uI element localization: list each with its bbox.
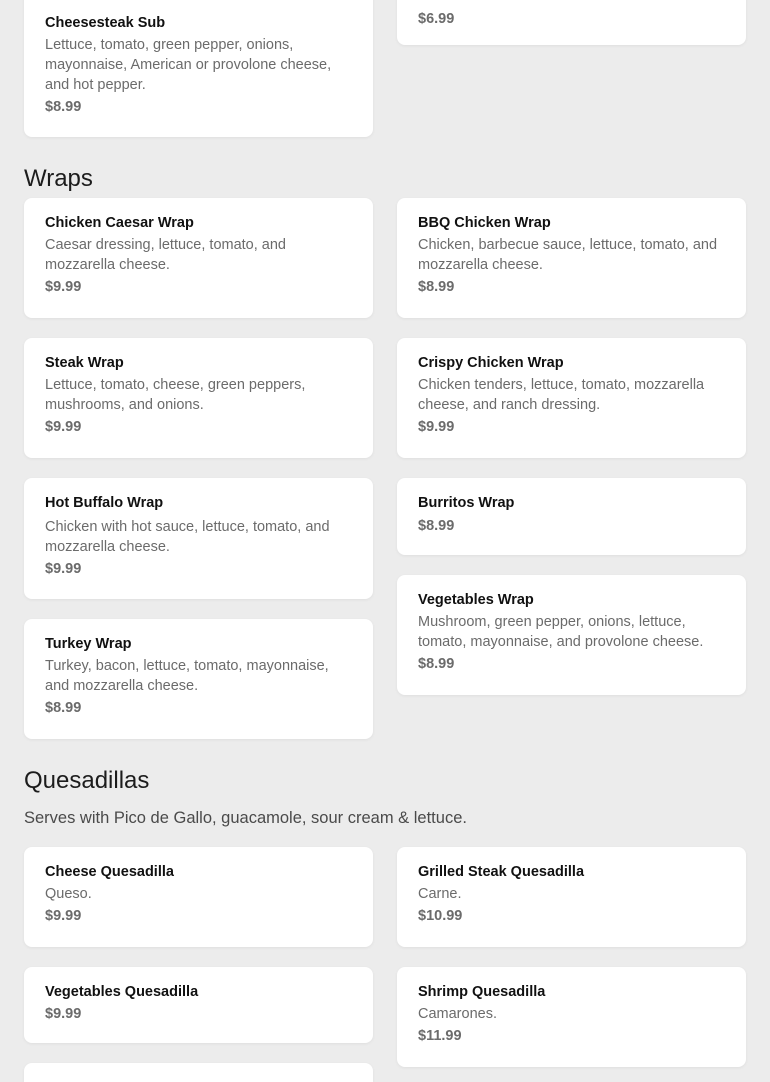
item-description: Chicken, barbecue sauce, lettuce, tomato, and mozzarella cheese. — [418, 237, 718, 273]
item-price: $9.99 — [45, 908, 82, 924]
item-price: $8.99 — [45, 99, 82, 115]
menu-item-card[interactable] — [397, 478, 746, 555]
menu-item-card[interactable] — [24, 478, 373, 599]
menu-item-card[interactable] — [397, 967, 746, 1067]
item-name: Turkey Wrap — [45, 636, 132, 652]
menu-item-card[interactable] — [24, 198, 373, 318]
item-price: $6.99 — [418, 11, 455, 27]
section-subtitle: Serves with Pico de Gallo, guacamole, sour cream & lettuce. — [24, 809, 467, 827]
menu-item-card[interactable] — [397, 338, 746, 458]
item-description: Camarones. — [418, 1006, 497, 1022]
item-description: Turkey, bacon, lettuce, tomato, mayonnaise, and mozzarella cheese. — [45, 658, 329, 694]
menu-item-card[interactable] — [397, 575, 746, 695]
item-description: Caesar dressing, lettuce, tomato, and mozzarella cheese. — [45, 237, 286, 273]
item-price: $9.99 — [45, 419, 82, 435]
item-description: Lettuce, tomato, green pepper, onions, mayonnaise, American or provolone cheese, and hot pepper. — [45, 37, 332, 93]
menu-item-card[interactable] — [24, 847, 373, 947]
item-name: Grilled Steak Quesadilla — [418, 864, 585, 880]
item-price: $9.99 — [418, 419, 455, 435]
item-description: Chicken tenders, lettuce, tomato, mozzarella cheese, and ranch dressing. — [418, 377, 705, 413]
item-name: Burritos Wrap — [418, 495, 515, 511]
item-name: Shrimp Quesadilla — [418, 984, 546, 1000]
item-price: $11.99 — [418, 1028, 462, 1044]
item-name: Chicken Caesar Wrap — [45, 215, 194, 231]
item-price: $8.99 — [418, 518, 455, 534]
item-description: Mushroom, green pepper, onions, lettuce, tomato, mayonnaise, and provolone cheese. — [418, 614, 704, 650]
item-price: $9.99 — [45, 279, 82, 295]
menu-item-card[interactable] — [397, 0, 746, 45]
item-name: Hot Buffalo Wrap — [45, 495, 164, 511]
menu-item-card[interactable] — [24, 338, 373, 458]
item-price: $8.99 — [45, 700, 82, 716]
item-name: Cheesesteak Sub — [45, 15, 166, 31]
item-description: Carne. — [418, 886, 462, 902]
item-description: Lettuce, tomato, cheese, green peppers, mushrooms, and onions. — [45, 377, 306, 413]
item-price: $9.99 — [45, 1006, 82, 1022]
item-price: $10.99 — [418, 908, 463, 924]
item-description: Queso. — [45, 886, 92, 902]
item-price: $8.99 — [418, 279, 455, 295]
item-name: Cheese Quesadilla — [45, 864, 174, 880]
item-name: BBQ Chicken Wrap — [418, 215, 551, 231]
item-price: $8.99 — [418, 656, 455, 672]
section-title-wraps: Wraps — [24, 165, 93, 192]
item-name: Steak Wrap — [45, 355, 124, 371]
item-name: Vegetables Quesadilla — [45, 984, 199, 1000]
item-name: Vegetables Wrap — [418, 592, 534, 608]
menu-item-card[interactable] — [397, 847, 746, 947]
menu-item-card[interactable] — [24, 0, 373, 137]
menu-item-card[interactable] — [397, 198, 746, 318]
menu-item-card[interactable] — [24, 967, 373, 1043]
item-name: Crispy Chicken Wrap — [418, 355, 564, 371]
menu-item-card[interactable] — [24, 1063, 373, 1082]
item-description: Chicken with hot sauce, lettuce, tomato, and mozzarella cheese. — [45, 519, 330, 555]
section-title-quesadillas: Quesadillas — [24, 767, 150, 794]
item-price: $9.99 — [45, 561, 82, 577]
menu-item-card[interactable] — [24, 619, 373, 739]
